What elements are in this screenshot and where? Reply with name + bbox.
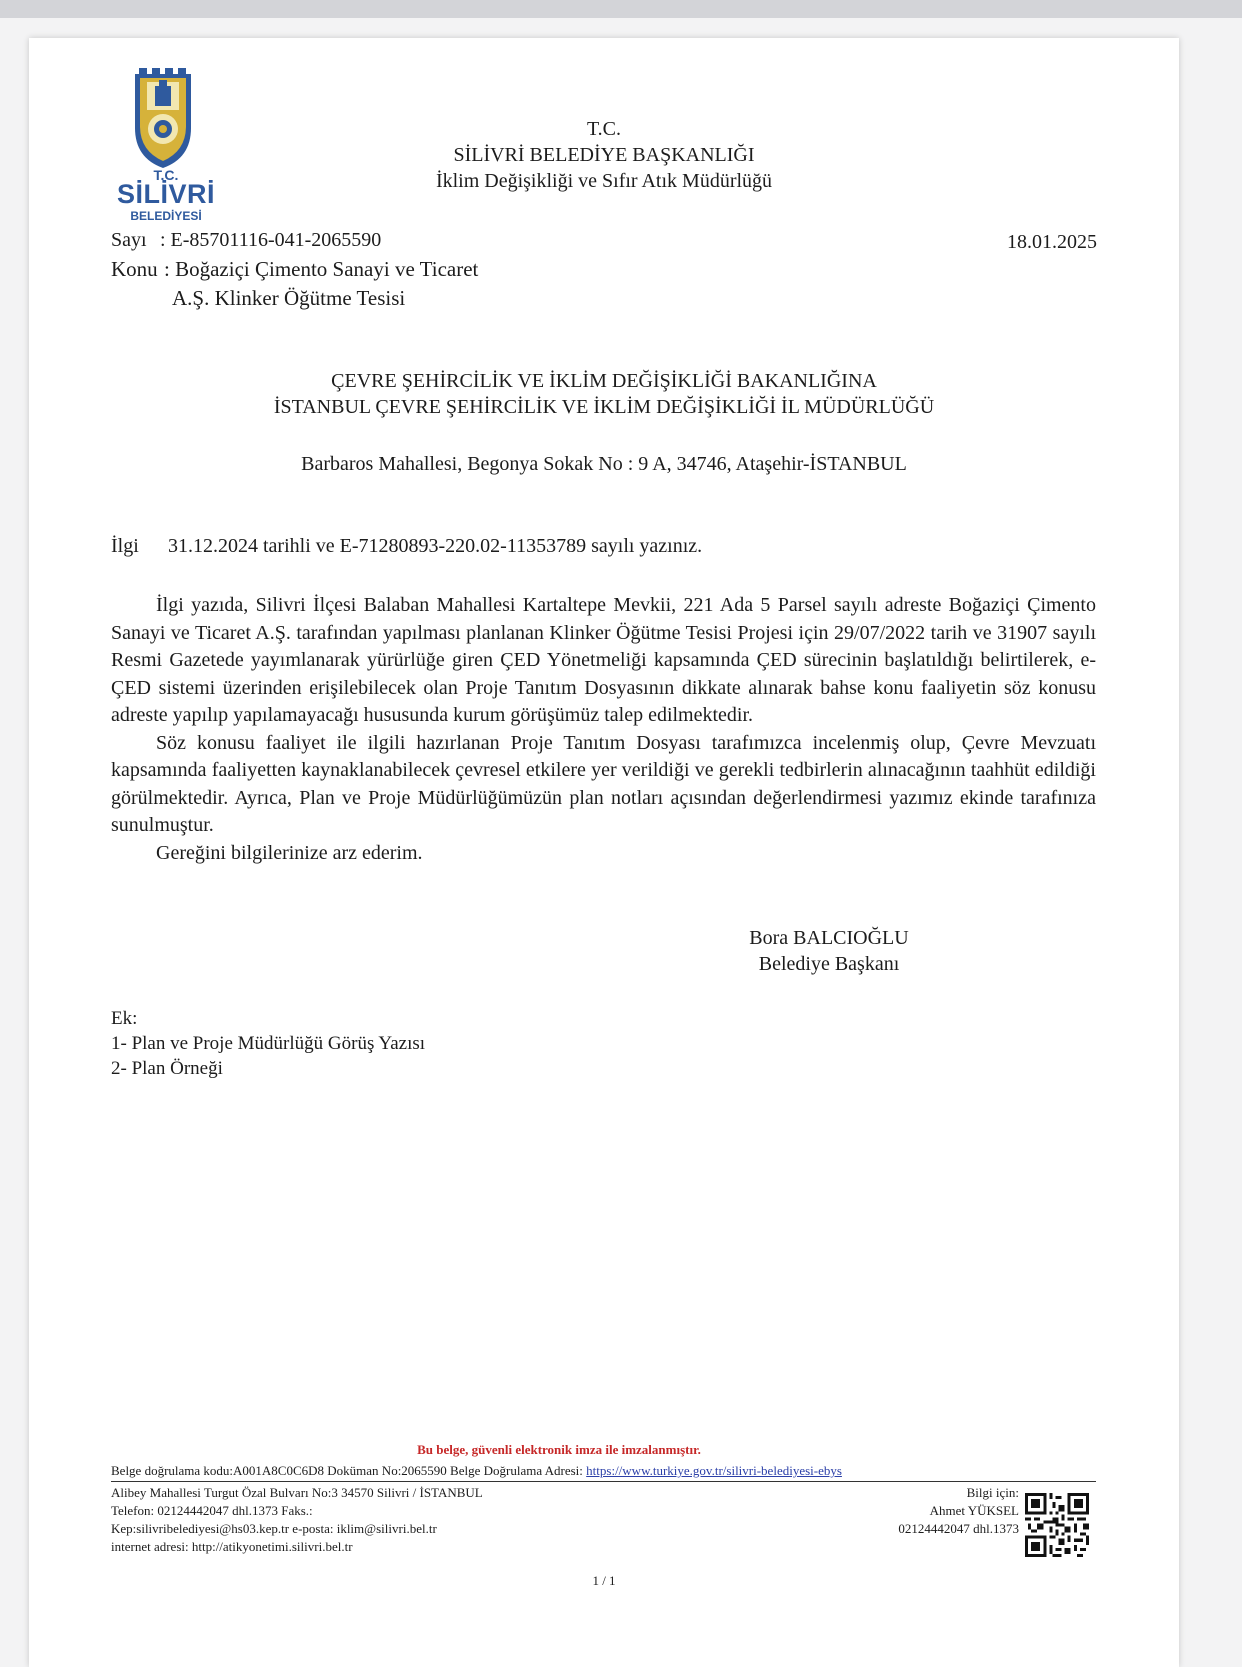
footer-internet: internet adresi: http://atikyonetimi.silivri.bel.tr <box>111 1539 353 1554</box>
konu-label: Konu <box>111 257 158 281</box>
konu-line-2: A.Ş. Klinker Öğütme Tesisi <box>172 286 406 310</box>
page-number: 1 / 1 <box>592 1573 616 1588</box>
footer-address: Alibey Mahallesi Turgut Özal Bulvarı No:3 34570 Silivri / İSTANBUL <box>111 1485 483 1500</box>
document-date: 18.01.2025 <box>1007 231 1097 253</box>
attachments-label: Ek: <box>111 1008 138 1029</box>
logo-tc-text: T.C. <box>153 167 179 183</box>
verification-line <box>111 1462 842 1480</box>
document-page <box>29 38 1179 1667</box>
sayi-value: : E-85701116-041-2065590 <box>160 229 382 251</box>
logo-name-text: SİLİVRİ <box>116 179 215 209</box>
logo-subtitle-text: BELEDİYESİ <box>130 209 202 223</box>
letter-body <box>111 592 1096 867</box>
signatory-name: Bora BALCIOĞLU <box>749 927 909 949</box>
attachment-item: 1- Plan ve Proje Müdürlüğü Görüş Yazısı <box>111 1033 426 1054</box>
header-tc: T.C. <box>586 118 622 140</box>
verification-text: Belge doğrulama kodu:A001A8C0C6D8 Doküman No:2065590 Belge Doğrulama Adresi: <box>111 1463 587 1478</box>
recipient-line-1: ÇEVRE ŞEHİRCİLİK VE İKLİM DEĞİŞİKLİĞİ BAKANLIĞINA <box>331 370 877 392</box>
top-toolbar-strip <box>0 0 1242 18</box>
info-name: Ahmet YÜKSEL <box>929 1503 1019 1518</box>
ilgi-text: 31.12.2024 tarihli ve E-71280893-220.02-11353789 sayılı yazınız. <box>168 535 703 557</box>
recipient-line-2: İSTANBUL ÇEVRE ŞEHİRCİLİK VE İKLİM DEĞİŞİKLİĞİ İL MÜDÜRLÜĞÜ <box>273 396 935 418</box>
silivri-belediyesi-logo <box>111 66 221 223</box>
attachments-section <box>111 1006 425 1081</box>
signatory-title: Belediye Başkanı <box>758 953 900 975</box>
info-phone: 02124442047 dhl.1373 <box>898 1521 1019 1536</box>
qr-code-icon <box>1025 1493 1089 1557</box>
footer-contact <box>111 1484 483 1556</box>
info-label: Bilgi için: <box>966 1485 1019 1500</box>
header-institution: SİLİVRİ BELEDİYE BAŞKANLIĞI <box>453 144 755 166</box>
attachment-item: 2- Plan Örneği <box>111 1058 223 1079</box>
body-paragraph-2: Söz konusu faaliyet ile ilgili hazırlanan Proje Tanıtım Dosyası tarafımızca incelenmiş olup, Çevre Mevzuatı kapsamında faaliyetten kaynaklanabilecek çevresel etkilere yer verildiği ve gerekli tedbirlerin alınacağının taahhüt edildiği görülmektedir. Ayrıca, Plan ve Proje Müdürlüğümüzün plan notları açısından değerlendirmesi yazımız ekinde tarafınıza sunulmuştur. <box>111 731 1096 836</box>
footer-phone: Telefon: 02124442047 dhl.1373 Faks.: <box>111 1503 313 1518</box>
recipient-address: Barbaros Mahallesi, Begonya Sokak No : 9 A, 34746, Ataşehir-İSTANBUL <box>301 453 907 475</box>
municipality-emblem-icon <box>111 66 221 171</box>
header-department: İklim Değişikliği ve Sıfır Atık Müdürlüğü <box>435 170 773 192</box>
footer-info-contact <box>898 1484 1019 1538</box>
sayi-label: Sayı <box>111 229 147 251</box>
verification-link[interactable]: https://www.turkiye.gov.tr/silivri-belediyesi-ebys <box>586 1463 842 1478</box>
footer-kep-email: Kep:silivribelediyesi@hs03.kep.tr e-posta: iklim@silivri.bel.tr <box>111 1521 437 1536</box>
footer-divider <box>111 1481 1096 1482</box>
konu-line-1: : Boğaziçi Çimento Sanayi ve Ticaret <box>164 257 479 281</box>
ilgi-label: İlgi <box>111 535 139 557</box>
body-paragraph-1: İlgi yazıda, Silivri İlçesi Balaban Mahallesi Kartaltepe Mevkii, 221 Ada 5 Parsel sayılı adreste Boğaziçi Çimento Sanayi ve Ticaret A.Ş. tarafından yapılması planlanan Klinker Öğütme Tesisi Projesi için 29/07/2022 tarih ve 31907 sayılı Resmi Gazetede yayımlanarak yürürlüğe giren ÇED Yönetmeliği kapsamında ÇED sürecinin başlatıldığı belirtilerek, e-ÇED sistemi üzerinden erişilebilecek olan Proje Tanıtım Dosyasının dikkate alınarak bahse konu faaliyetin söz konusu adreste yapılıp yapılamayacağı hususunda kurum görüşümüz talep edilmektedir. <box>111 594 1096 726</box>
esign-notice: Bu belge, güvenli elektronik imza ile imzalanmıştır. <box>417 1442 701 1457</box>
body-paragraph-3: Gereğini bilgilerinize arz ederim. <box>156 841 423 864</box>
